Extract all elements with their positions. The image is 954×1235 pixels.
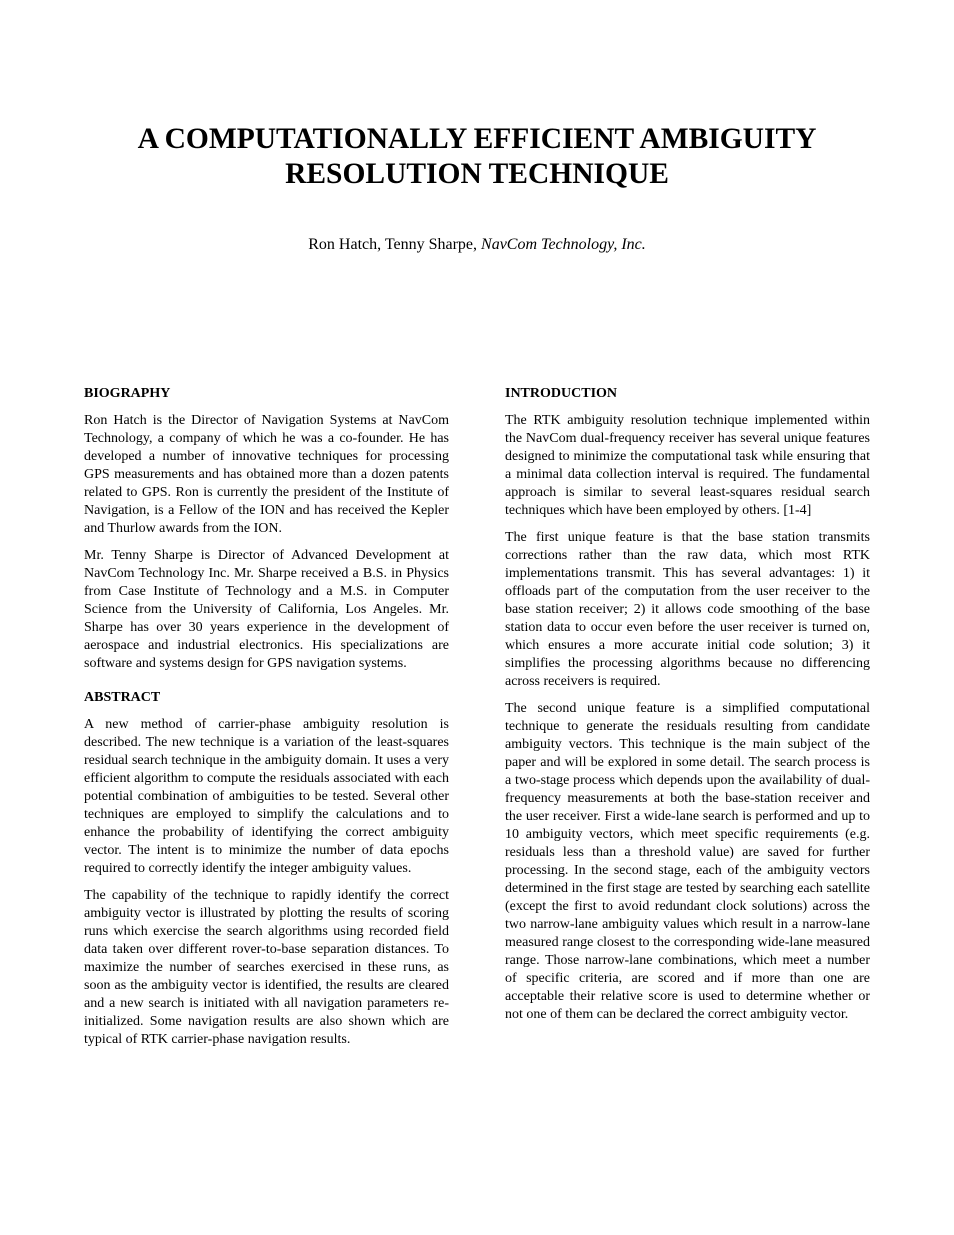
- introduction-paragraph-1: The RTK ambiguity resolution technique implemented within the NavCom dual-frequency receiver has several unique features designed to minimize the computational task while ensuring that a minimal data collection interval is required. The fundamental approach is similar to several least-squares residual search techniques which have been employed by others. [1-4]: [505, 413, 870, 518]
- biography-paragraph-2: Mr. Tenny Sharpe is Director of Advanced Development at NavCom Technology Inc. Mr. Sharpe received a B.S. in Physics from Case Institute of Technology and a M.S. in Computer Science from the University of California, Los Angeles. Mr. Sharpe has over 30 years experience in the development of aerospace and industrial electronics. His specializations are software and systems design for GPS navigation systems.: [84, 548, 449, 671]
- author-line: [60, 235, 894, 255]
- abstract-paragraph-2: The capability of the technique to rapidly identify the correct ambiguity vector is illustrated by plotting the results of scoring runs which exercise the search algorithms using recorded field data taken over different rover-to-base separation distances. To maximize the number of searches exercised in these runs, as soon as the ambiguity vector is identified, the results are cleared and a new search is initiated with all navigation parameters re-initialized. Some navigation results are also shown which are typical of RTK carrier-phase navigation results.: [84, 888, 449, 1047]
- right-column: [505, 385, 870, 1033]
- author-affiliation: NavCom Technology, Inc.: [481, 236, 646, 253]
- paper-title-line-1: A COMPUTATIONALLY EFFICIENT AMBIGUITY: [137, 123, 817, 155]
- introduction-heading: INTRODUCTION: [505, 386, 618, 401]
- abstract-heading: ABSTRACT: [84, 690, 161, 705]
- paper-title-line-2: RESOLUTION TECHNIQUE: [285, 158, 669, 190]
- paper-title: [60, 122, 894, 192]
- biography-heading: BIOGRAPHY: [84, 386, 171, 401]
- abstract-paragraph-1: A new method of carrier-phase ambiguity resolution is described. The new technique is a variation of the least-squares residual search technique in the ambiguity domain. It uses a very efficient algorithm to compute the residuals associated with each potential combination of ambiguities to be tested. Several other techniques are employed to simplify the calculations and to enhance the probability of identifying the correct ambiguity vector. The intent is to minimize the number of data epochs required to correctly identify the integer ambiguity values.: [84, 717, 449, 876]
- biography-paragraph-1: Ron Hatch is the Director of Navigation Systems at NavCom Technology, a company of which he was a co-founder. He has developed a number of innovative techniques for processing GPS measurements and has obtained more than a dozen patents related to GPS. Ron is currently the president of the Institute of Navigation, is a Fellow of the ION and has received the Kepler and Thurlow awards from the ION.: [84, 413, 449, 536]
- author-names: Ron Hatch, Tenny Sharpe,: [308, 236, 482, 253]
- introduction-paragraph-3: The second unique feature is a simplified computational technique to generate the residuals resulting from candidate ambiguity vectors. This technique is the main subject of the paper and will be explored in some detail. The search process is a two-stage process which depends upon the availability of dual-frequency measurements at both the base-station receiver and the user receiver. First a wide-lane search is performed and up to 10 ambiguity vectors, which meet specific requirements (e.g. residuals less than a threshold value) are saved for further processing. In the second stage, each of the ambiguity vectors determined in the first stage are tested by searching each satellite (except the first to avoid redundant clock solutions) across the two narrow-lane ambiguity values which result in a narrow-lane measured range closest to the corresponding wide-lane measured range. Those narrow-lane combinations, which meet a number of specific criteria, are scored and if more than one are acceptable their relative score is used to determine whether or not one of them can be declared the correct ambiguity vector.: [505, 701, 870, 1022]
- left-column: [84, 385, 449, 1058]
- introduction-paragraph-2: The first unique feature is that the base station transmits corrections rather than the raw data, which most RTK implementations transmit. This has several advantages: 1) it offloads part of the computation from the user receiver to the base station receiver; 2) it allows code smoothing of the base station data to occur even before the user receiver is turned on, which ensures a more accurate initial code solution; 3) it simplifies the processing algorithms because no differencing across receivers is required.: [505, 530, 870, 689]
